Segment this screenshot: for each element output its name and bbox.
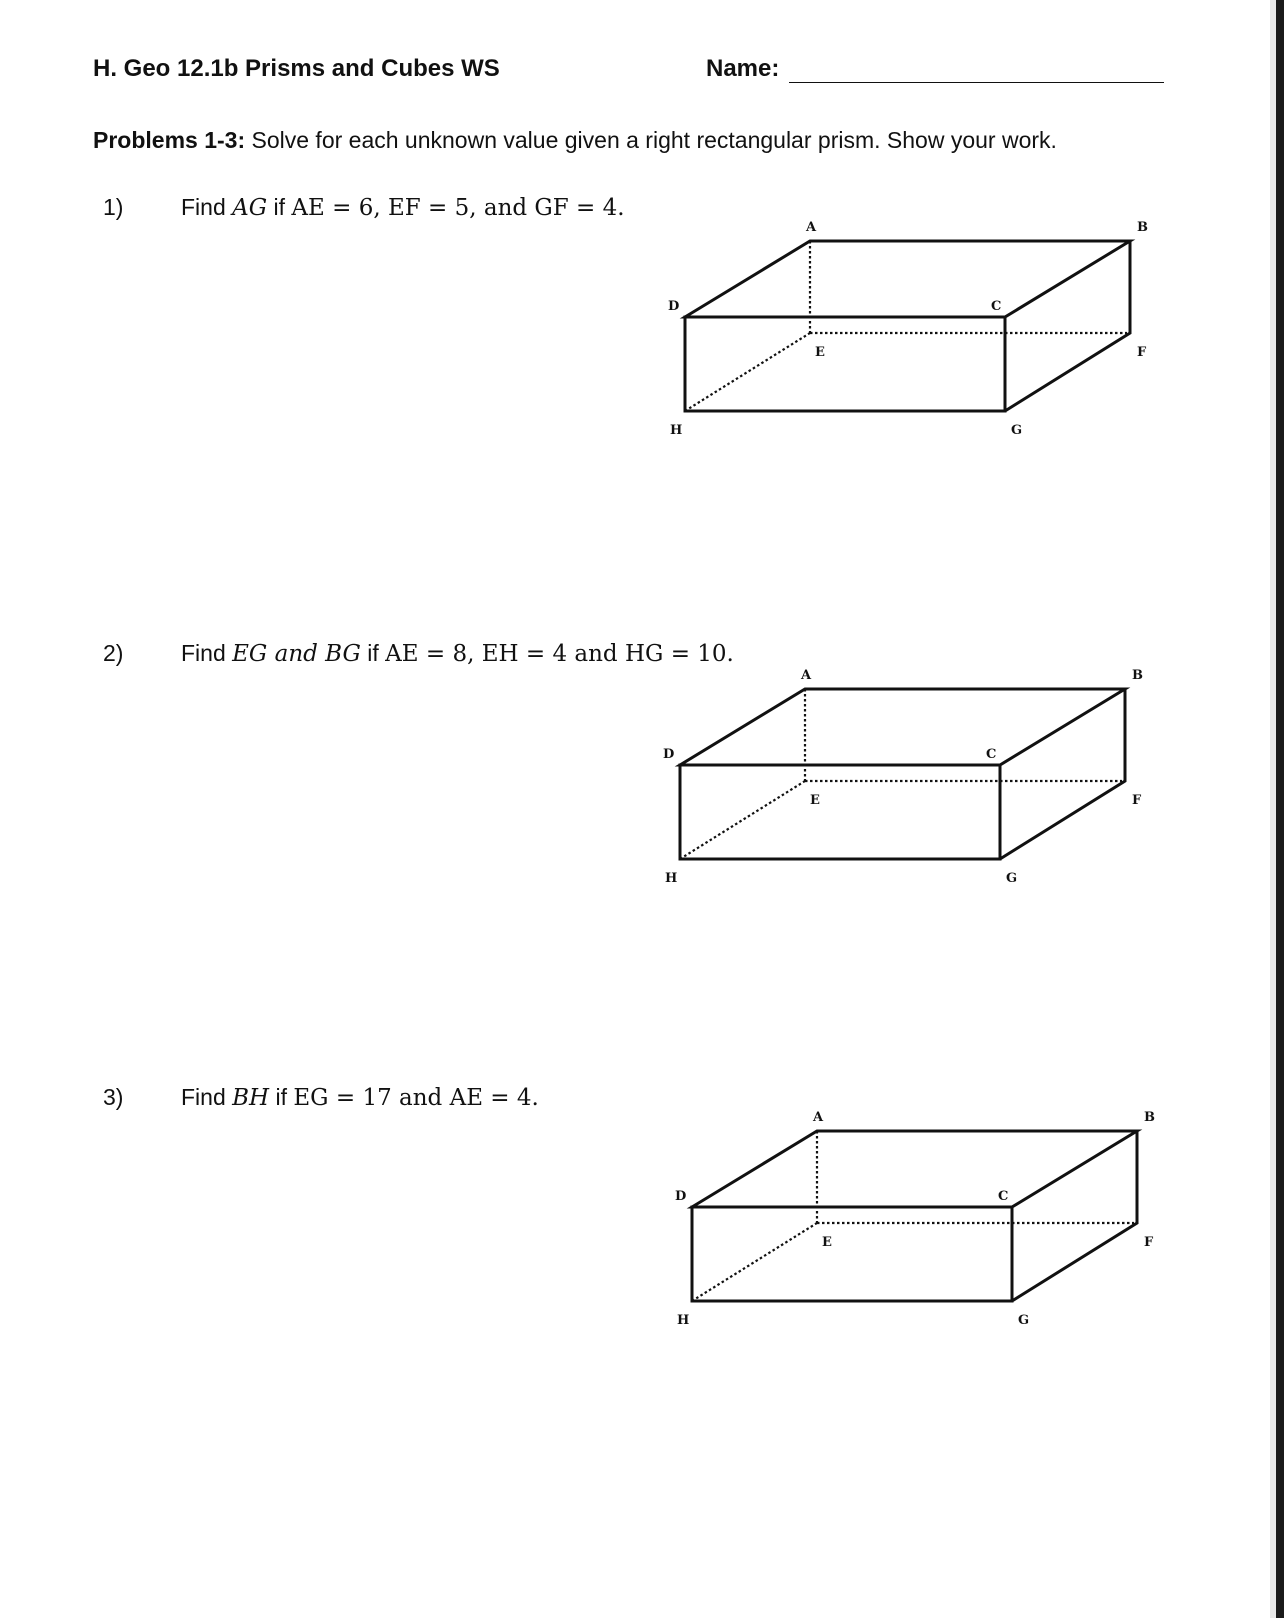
- hidden-edge-he: [692, 1223, 817, 1301]
- page-edge: [1276, 0, 1284, 1618]
- top-face: [685, 241, 1130, 317]
- instructions-text: Solve for each unknown value given a right rectangular prism. Show your work.: [245, 127, 1057, 153]
- vertex-label-f: F: [1132, 793, 1142, 808]
- side-edges: [1000, 689, 1125, 859]
- vertex-label-e: E: [822, 1235, 832, 1250]
- vertex-label-h: H: [677, 1313, 690, 1328]
- instructions-heading: Problems 1-3:: [93, 127, 246, 153]
- prism-diagram-3: [667, 1105, 1167, 1335]
- vertex-label-c: C: [991, 299, 1002, 314]
- problem-2-number: 2): [103, 640, 124, 666]
- hidden-edge-he: [680, 781, 805, 859]
- vertex-label-b: B: [1137, 220, 1148, 235]
- problem-3-number: 3): [103, 1084, 124, 1110]
- vertex-label-f: F: [1137, 345, 1147, 360]
- vertex-label-c: C: [986, 747, 997, 762]
- vertex-label-g: G: [1018, 1313, 1030, 1328]
- vertex-label-e: E: [810, 793, 820, 808]
- vertex-label-d: D: [663, 747, 675, 762]
- problem-2-target: EG and BG: [232, 641, 361, 667]
- vertex-label-b: B: [1132, 668, 1143, 683]
- vertex-label-f: F: [1144, 1235, 1154, 1250]
- problem-1-conditions: AE = 6, EF = 5, and GF = 4.: [291, 195, 625, 221]
- vertex-label-d: D: [668, 299, 680, 314]
- problem-2-text: Find EG and BG if AE = 8, EH = 4 and HG = 10.: [181, 640, 734, 667]
- vertex-label-c: C: [998, 1189, 1009, 1204]
- instructions: [93, 127, 1057, 154]
- prism-diagram-2: [655, 663, 1155, 893]
- vertex-label-e: E: [815, 345, 825, 360]
- problem-1-text: Find AG if AE = 6, EF = 5, and GF = 4.: [181, 194, 625, 221]
- vertex-label-a: A: [801, 668, 812, 683]
- vertex-label-a: A: [806, 220, 817, 235]
- vertex-label-d: D: [675, 1189, 687, 1204]
- vertex-label-a: A: [813, 1110, 824, 1125]
- problem-3-text: Find BH if EG = 17 and AE = 4.: [181, 1084, 539, 1111]
- problem-2-conditions: AE = 8, EH = 4 and HG = 10.: [385, 641, 734, 667]
- vertex-label-h: H: [665, 871, 678, 886]
- problem-1-target: AG: [232, 195, 268, 221]
- vertex-label-b: B: [1144, 1110, 1155, 1125]
- prism-diagram-1: [660, 215, 1160, 445]
- problem-3-conditions: EG = 17 and AE = 4.: [293, 1085, 539, 1111]
- problem-3-target: BH: [232, 1085, 270, 1111]
- front-face: [685, 317, 1005, 411]
- vertex-label-g: G: [1006, 871, 1018, 886]
- front-face: [680, 765, 1000, 859]
- side-edges: [1005, 241, 1130, 411]
- vertex-label-h: H: [670, 423, 683, 438]
- vertex-label-g: G: [1011, 423, 1023, 438]
- worksheet-title: H. Geo 12.1b Prisms and Cubes WS: [93, 55, 500, 82]
- top-face: [692, 1131, 1137, 1207]
- hidden-edge-he: [685, 333, 810, 411]
- name-blank-line: [789, 82, 1164, 83]
- front-face: [692, 1207, 1012, 1301]
- top-face: [680, 689, 1125, 765]
- problem-1-number: 1): [103, 194, 124, 220]
- name-label: Name:: [706, 55, 780, 82]
- side-edges: [1012, 1131, 1137, 1301]
